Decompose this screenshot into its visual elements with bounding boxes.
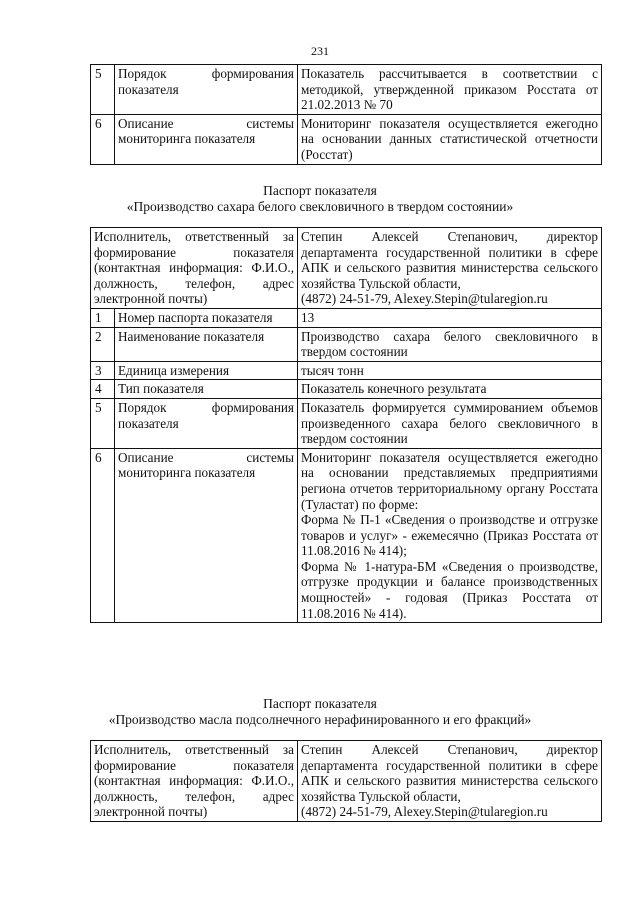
- row-label: Тип показателя: [115, 380, 298, 399]
- table-row: [91, 398, 602, 448]
- executor-cell: [298, 741, 602, 822]
- table-row: [91, 741, 602, 822]
- executor-value: Степин Алексей Степанович, директор департамента государственной политики в сфере АПК и сельского развития министерства сельского хозяйства Тульской области,: [301, 229, 598, 291]
- passport-title: Паспорт показателя: [263, 696, 377, 711]
- passport-subtitle: «Производство масла подсолнечного нерафинированного и его фракций»: [108, 712, 532, 727]
- row-label: Порядок формирования показателя: [115, 398, 298, 448]
- row-number: 5: [91, 398, 115, 448]
- table-row: [91, 361, 602, 380]
- table-row: [91, 228, 602, 309]
- table-row: [91, 327, 602, 361]
- page-number: 231: [311, 44, 329, 58]
- continuation-table: [90, 64, 602, 165]
- table-row: [91, 448, 602, 623]
- monitoring-form-p1: Форма № П-1 «Сведения о производстве и отгрузке товаров и услуг» - ежемесячно (Приказ Росстата от 11.08.2016 № 414);: [301, 512, 598, 559]
- row-value: Мониторинг показателя осуществляется ежегодно на основании данных статистической отчетности (Росстат): [298, 114, 602, 164]
- executor-cell: [298, 228, 602, 309]
- row-number: 6: [91, 448, 115, 623]
- row-value: Показатель формируется суммированием объемов произведенного сахара белого свекловичного в твердом состоянии: [298, 398, 602, 448]
- executor-value: Степин Алексей Степанович, директор департамента государственной политики в сфере АПК и сельского развития министерства сельского хозяйства Тульской области,: [301, 742, 598, 804]
- row-label: Единица измерения: [115, 361, 298, 380]
- monitoring-form-bm: Форма № 1-натура-БМ «Сведения о производстве, отгрузке продукции и балансе производственных мощностей» - годовая (Приказ Росстата от 11.08.2016 № 414).: [301, 558, 598, 621]
- executor-contact: (4872) 24-51-79, Alexey.Stepin@tularegion.ru: [301, 804, 548, 820]
- row-number: 2: [91, 327, 115, 361]
- row-value: тысяч тонн: [298, 361, 602, 380]
- table-row: [91, 65, 602, 115]
- monitoring-intro: Мониторинг показателя осуществляется ежегодно на основании представляемых предприятиями региона отчетов территориальному органу Росстата (Туластат) по форме:: [301, 449, 598, 512]
- row-number: 5: [91, 65, 115, 115]
- row-value: Производство сахара белого свекловичного в твердом состоянии: [298, 327, 602, 361]
- row-label: Описание системы мониторинга показателя: [115, 448, 298, 623]
- executor-label: Исполнитель, ответственный за формирование показателя (контактная информация: Ф.И.О., должность, телефон, адрес электронной почты): [91, 228, 298, 309]
- table-row: [91, 380, 602, 399]
- executor-label: Исполнитель, ответственный за формирование показателя (контактная информация: Ф.И.О., должность, телефон, адрес электронной почты): [91, 741, 298, 822]
- row-label: Описание системы мониторинга показателя: [115, 114, 298, 164]
- row-number: 3: [91, 361, 115, 380]
- row-value: Показатель конечного результата: [298, 380, 602, 399]
- row-number: 1: [91, 308, 115, 327]
- table-row: [91, 114, 602, 164]
- passport-table: [90, 740, 602, 822]
- row-number: 4: [91, 380, 115, 399]
- row-label: Номер паспорта показателя: [115, 308, 298, 327]
- row-value: 13: [298, 308, 602, 327]
- row-value: Показатель рассчитывается в соответствии с методикой, утвержденной приказом Росстата от 21.02.2013 № 70: [298, 65, 602, 115]
- executor-contact: (4872) 24-51-79, Alexey.Stepin@tularegion.ru: [301, 291, 548, 307]
- passport-table: [90, 227, 602, 623]
- table-row: [91, 308, 602, 327]
- passport-subtitle: «Производство сахара белого свекловичного в твердом состоянии»: [126, 199, 514, 214]
- row-label: Наименование показателя: [115, 327, 298, 361]
- row-number: 6: [91, 114, 115, 164]
- monitoring-description: [298, 448, 602, 623]
- passport-title: Паспорт показателя: [263, 183, 377, 198]
- row-label: Порядок формирования показателя: [115, 65, 298, 115]
